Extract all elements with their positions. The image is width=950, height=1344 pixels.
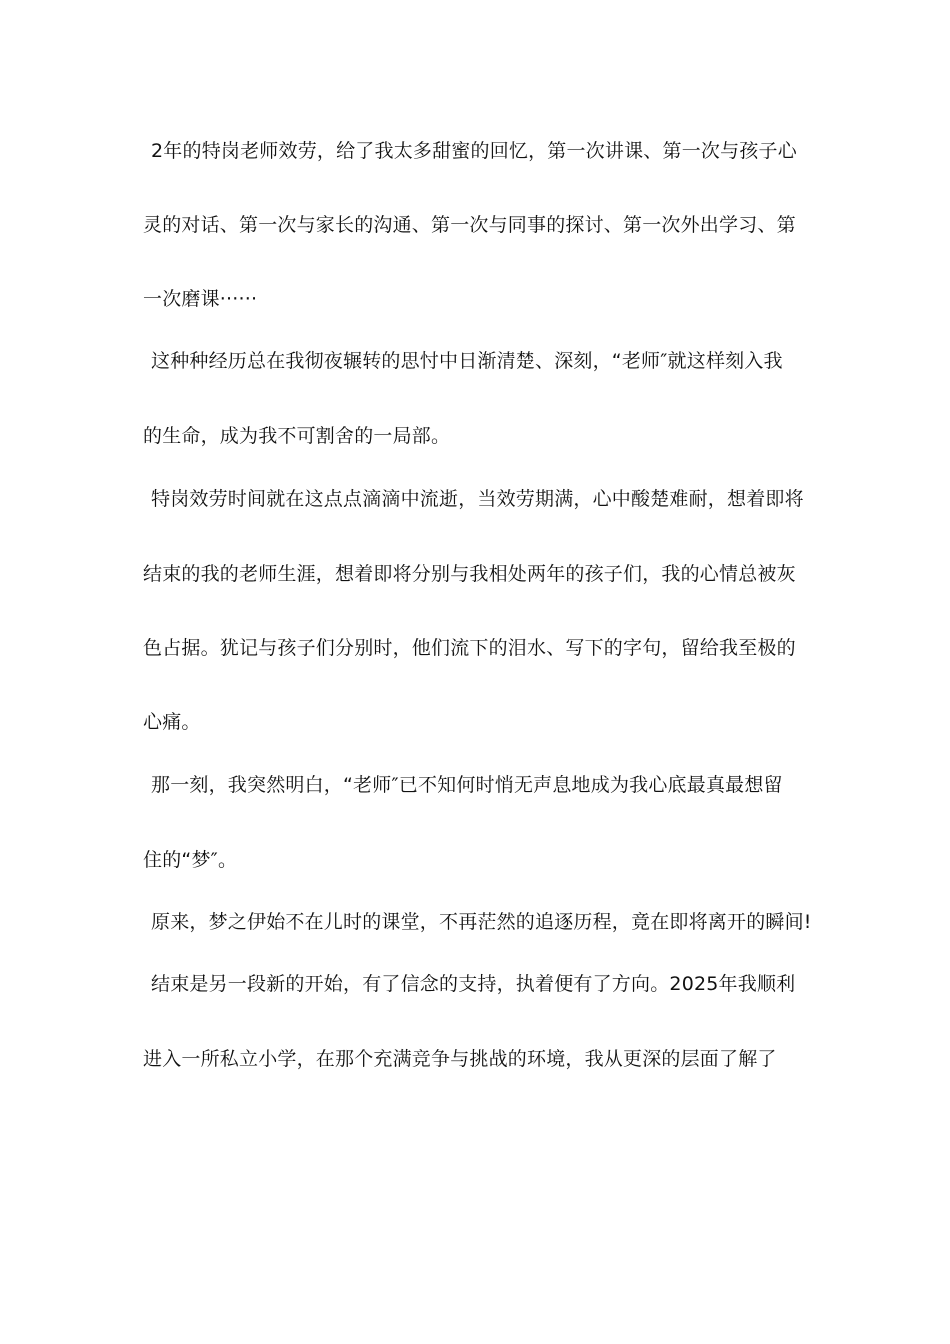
paragraph-line: 心痛。 [143, 711, 201, 733]
paragraph-line: 一次磨课······ [143, 288, 258, 310]
paragraph-line: 进入一所私立小学，在那个充满竞争与挑战的环境，我从更深的层面了解了 [143, 1048, 777, 1070]
paragraph-line: 这种种经历总在我彻夜辗转的思忖中日渐清楚、深刻，“老师″就这样刻入我 [151, 350, 783, 372]
paragraph-line: 2年的特岗老师效劳，给了我太多甜蜜的回忆，第一次讲课、第一次与孩子心 [151, 140, 797, 162]
paragraph-line: 结束的我的老师生涯，想着即将分别与我相处两年的孩子们，我的心情总被灰 [143, 563, 796, 585]
paragraph-line: 的生命，成为我不可割舍的一局部。 [143, 425, 451, 447]
paragraph-line: 那一刻，我突然明白，“老师″已不知何时悄无声息地成为我心底最真最想留 [151, 774, 783, 796]
paragraph-line: 原来，梦之伊始不在儿时的课堂，不再茫然的追逐历程，竟在即将离开的瞬间! [151, 911, 812, 933]
paragraph-line: 结束是另一段新的开始，有了信念的支持，执着便有了方向。2025年我顺利 [151, 973, 796, 995]
paragraph-line: 特岗效劳时间就在这点点滴滴中流逝，当效劳期满，心中酸楚难耐，想着即将 [151, 488, 804, 510]
paragraph-line: 灵的对话、第一次与家长的沟通、第一次与同事的探讨、第一次外出学习、第 [143, 214, 796, 236]
paragraph-line: 色占据。犹记与孩子们分别时，他们流下的泪水、写下的字句，留给我至极的 [143, 637, 796, 659]
paragraph-line: 住的“梦″。 [143, 849, 238, 871]
